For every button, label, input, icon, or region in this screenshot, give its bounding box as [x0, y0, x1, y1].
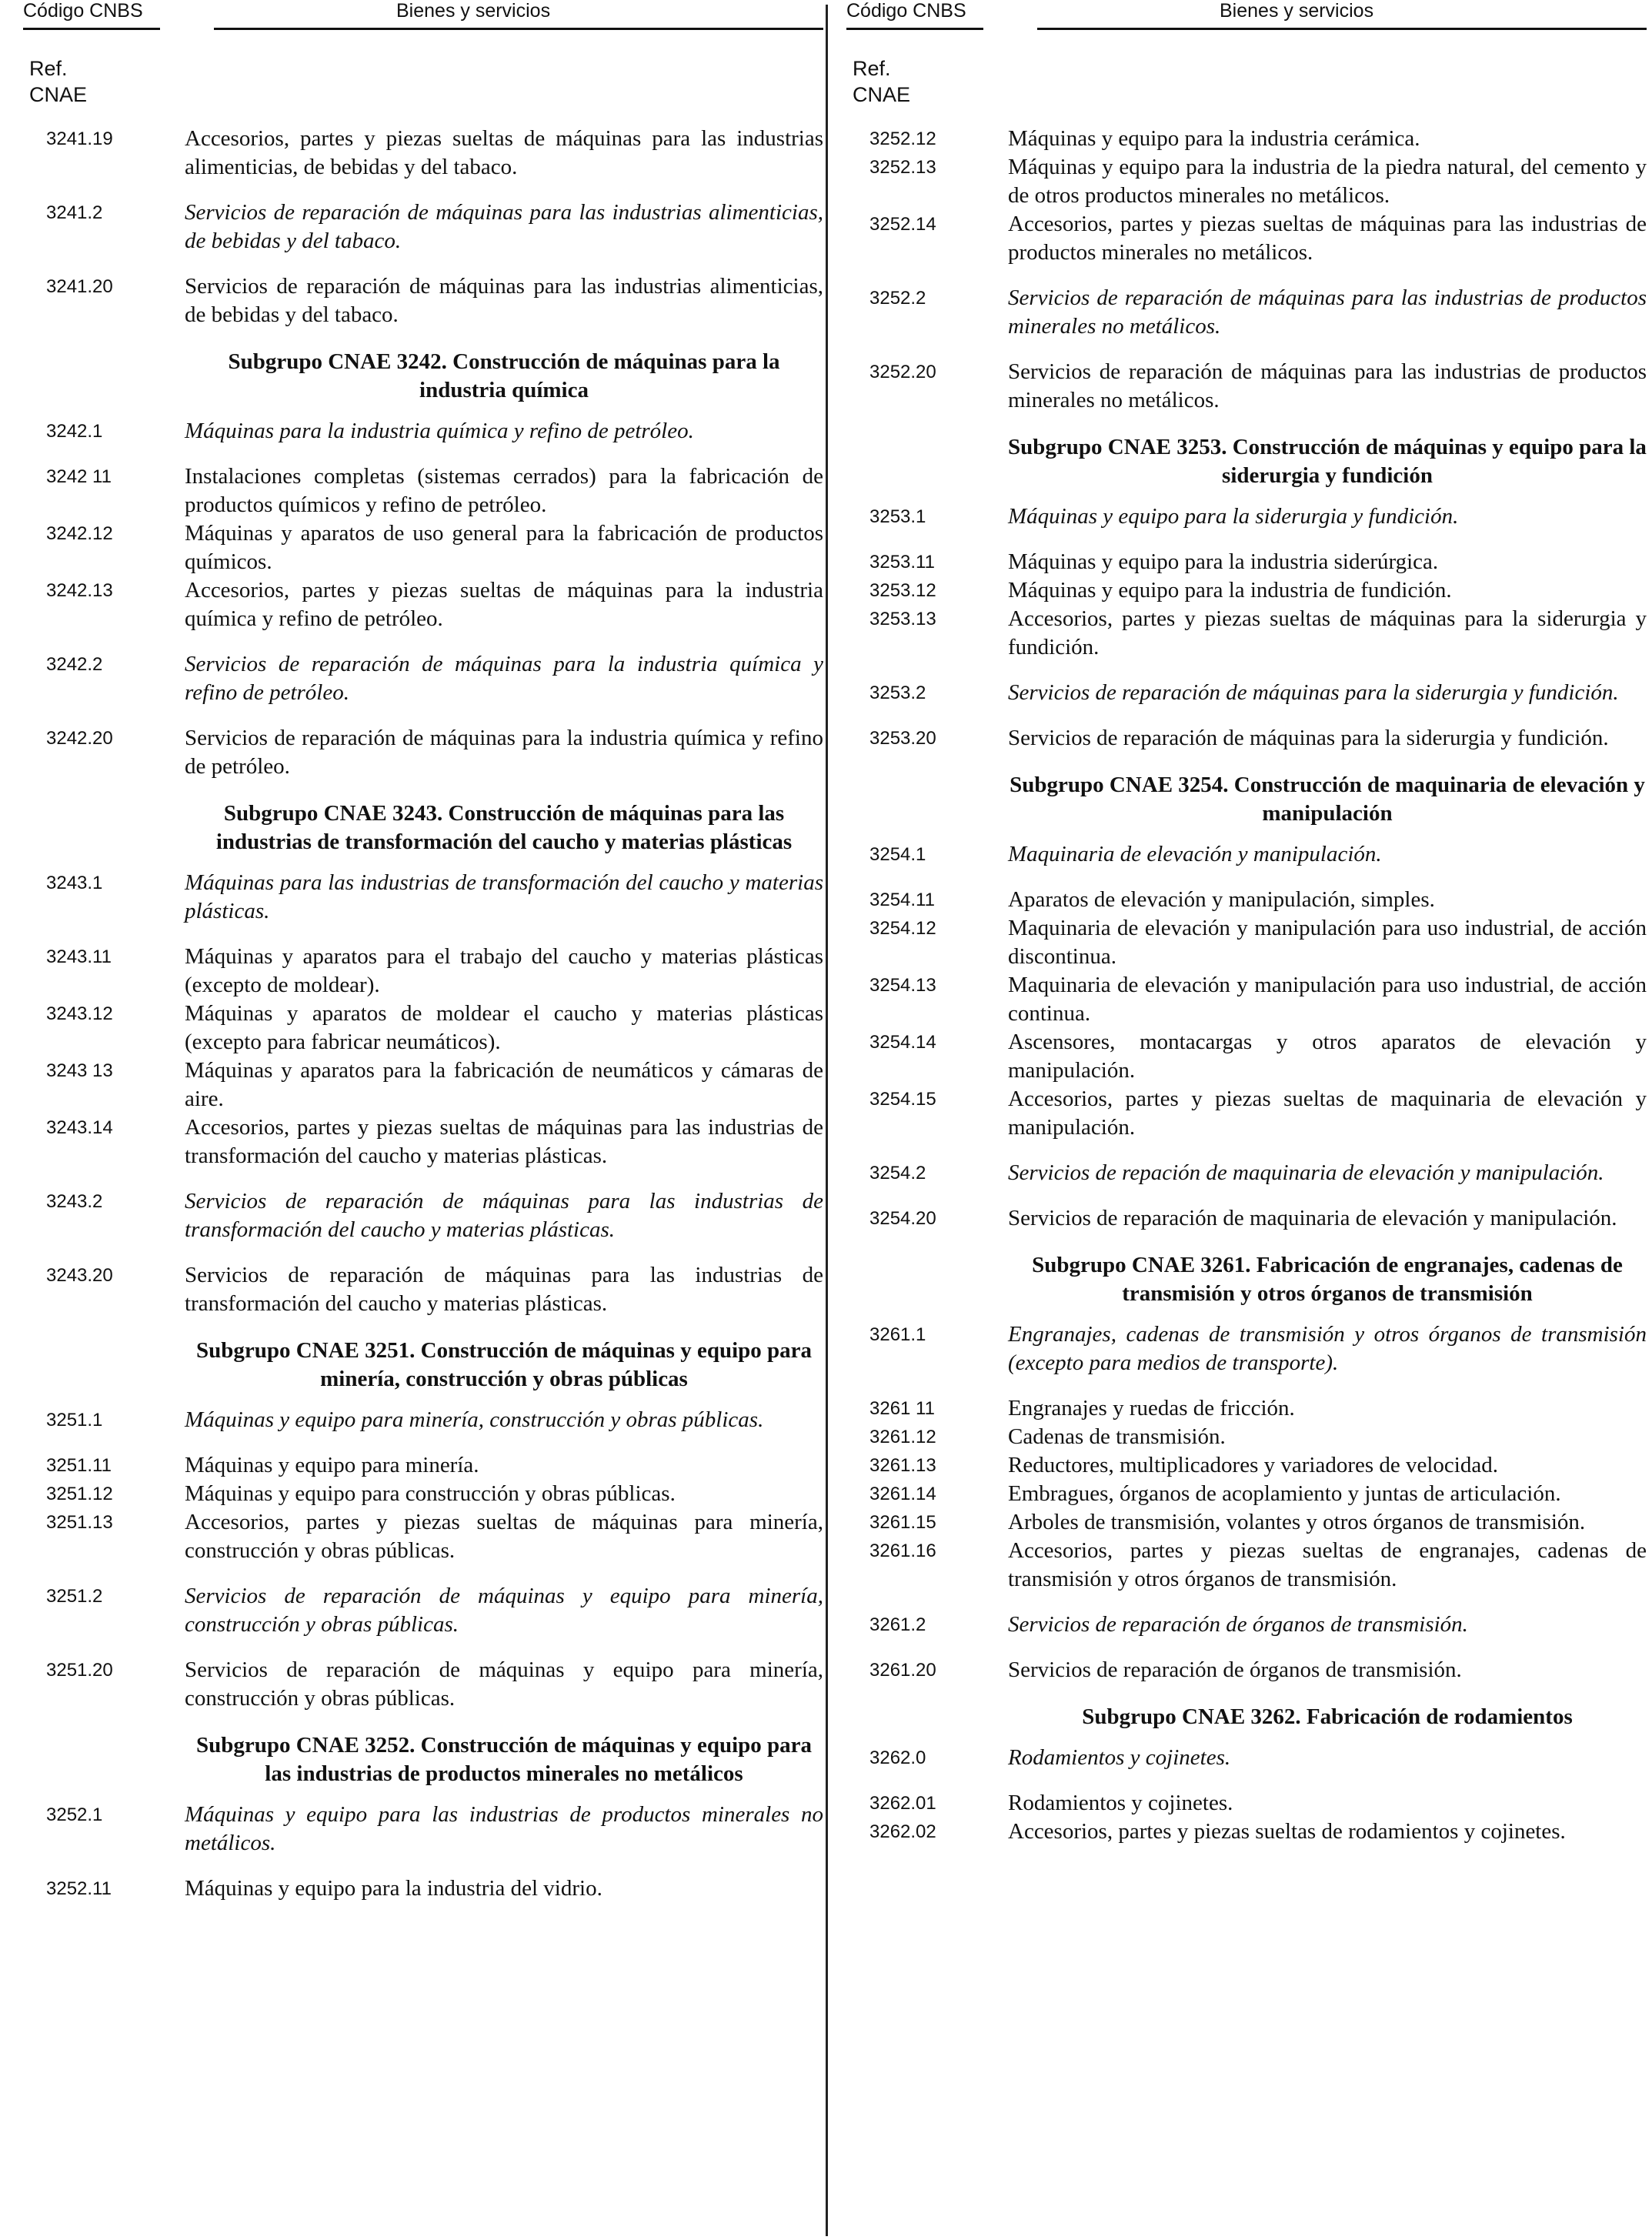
- entry-code: 3253.2: [869, 683, 926, 703]
- entry-code: 3241.20: [46, 276, 113, 297]
- right-entry-list: [846, 125, 1647, 1846]
- subgroup-heading: Subgrupo CNAE 3242. Construcción de máquinas para la industria química: [228, 349, 780, 402]
- entry-description: Accesorios, partes y piezas sueltas de máquinas para las industrias de productos minerales no metálicos.: [1008, 212, 1647, 265]
- entry-code: 3253.1: [869, 506, 926, 527]
- entry-code: 3252.11: [46, 1878, 112, 1899]
- entry-description: Reductores, multiplicadores y variadores de velocidad.: [1008, 1453, 1498, 1477]
- goods-header: Bienes y servicios: [1220, 0, 1374, 22]
- header-rule: [214, 28, 823, 30]
- entry-description: Servicios de reparación de máquinas para la siderurgia y fundición.: [1008, 680, 1619, 705]
- entry-description: Máquinas y equipo para la industria cerámica.: [1008, 126, 1420, 151]
- entry-code: 3254.2: [869, 1163, 926, 1183]
- entry-code: 3251.12: [46, 1484, 113, 1504]
- class-entry: [846, 1159, 1647, 1187]
- class-entry: [23, 1187, 823, 1244]
- entry-code: 3261.20: [869, 1660, 936, 1681]
- entry-description: Máquinas y equipo para minería.: [185, 1453, 479, 1477]
- item-entry: [846, 1789, 1647, 1818]
- item-entry: [846, 358, 1647, 415]
- subgroup-heading: Subgrupo CNAE 3262. Fabricación de rodamientos: [1082, 1704, 1573, 1729]
- header-rule: [846, 28, 983, 30]
- right-column: [846, 0, 1647, 2240]
- item-entry: [23, 519, 823, 576]
- entry-code: 3262.02: [869, 1821, 936, 1842]
- entry-code: 3261.1: [869, 1324, 926, 1345]
- entry-description: Servicios de reparación de máquinas para las industrias alimenticias, de bebidas y del tabaco.: [185, 274, 823, 327]
- item-entry: [846, 1508, 1647, 1537]
- entry-code: 3261.14: [869, 1484, 936, 1504]
- entry-description: Máquinas y equipo para la industria de fundición.: [1008, 578, 1452, 603]
- subgroup-heading: Subgrupo CNAE 3243. Construcción de máquinas para las industrias de transformación del caucho y materias plásticas: [215, 801, 793, 854]
- left-column: [23, 0, 823, 2240]
- class-entry: [846, 502, 1647, 531]
- entry-code: 3252.20: [869, 362, 936, 382]
- entry-code: 3241.2: [46, 202, 103, 223]
- entry-code: 3242.13: [46, 580, 113, 601]
- entry-code: 3254.20: [869, 1208, 936, 1229]
- goods-header: Bienes y servicios: [396, 0, 551, 22]
- class-entry: [846, 679, 1647, 707]
- entry-description: Servicios de reparación de máquinas para las industrias de transformación del caucho y materias plásticas.: [185, 1189, 823, 1242]
- entry-description: Servicios de repación de maquinaria de elevación y manipulación.: [1008, 1160, 1604, 1185]
- ref-label-line: CNAE: [853, 83, 911, 106]
- entry-code: 3254.13: [869, 975, 936, 996]
- entry-code: 3252.13: [869, 157, 936, 178]
- entry-code: 3254.12: [869, 918, 936, 939]
- entry-description: Máquinas y equipo para construcción y obras públicas.: [185, 1481, 676, 1506]
- item-entry: [23, 125, 823, 182]
- entry-description: Máquinas y aparatos de uso general para la fabricación de productos químicos.: [185, 521, 823, 574]
- item-entry: [846, 1451, 1647, 1480]
- item-entry: [846, 125, 1647, 153]
- item-entry: [23, 1113, 823, 1170]
- entry-description: Servicios de reparación de maquinaria de elevación y manipulación.: [1008, 1206, 1617, 1230]
- entry-code: 3253.12: [869, 580, 936, 601]
- item-entry: [846, 1818, 1647, 1846]
- entry-code: 3242.20: [46, 728, 113, 749]
- item-entry: [846, 548, 1647, 576]
- item-entry: [846, 1028, 1647, 1085]
- entry-code: 3261.2: [869, 1614, 926, 1635]
- entry-description: Servicios de reparación de órganos de transmisión.: [1008, 1657, 1462, 1682]
- item-entry: [23, 1480, 823, 1508]
- entry-description: Servicios de reparación de órganos de transmisión.: [1008, 1612, 1468, 1637]
- entry-description: Accesorios, partes y piezas sueltas de maquinaria de elevación y manipulación.: [1008, 1087, 1647, 1140]
- class-entry: [846, 840, 1647, 869]
- class-entry: [846, 284, 1647, 341]
- entry-code: 3253.13: [869, 609, 936, 629]
- entry-description: Servicios de reparación de máquinas para las industrias de productos minerales no metálicos.: [1008, 285, 1647, 339]
- entry-code: 3261.12: [869, 1427, 936, 1447]
- entry-code: 3262.01: [869, 1793, 936, 1814]
- subgroup-heading: Subgrupo CNAE 3261. Fabricación de engranajes, cadenas de transmisión y otros órganos de transmisión: [1032, 1253, 1623, 1306]
- entry-code: 3242 11: [46, 466, 112, 487]
- entry-code: 3261.15: [869, 1512, 936, 1533]
- entry-code: 3261.13: [869, 1455, 936, 1476]
- code-header: Código CNBS: [846, 0, 966, 22]
- entry-description: Maquinaria de elevación y manipulación para uso industrial, de acción continua.: [1008, 973, 1647, 1026]
- item-entry: [23, 462, 823, 519]
- entry-description: Accesorios, partes y piezas sueltas de máquinas para minería, construcción y obras públicas.: [185, 1510, 823, 1563]
- item-entry: [846, 971, 1647, 1028]
- entry-code: 3261.16: [869, 1541, 936, 1561]
- item-entry: [846, 576, 1647, 605]
- entry-description: Engranajes, cadenas de transmisión y otros órganos de transmisión (excepto para medios de transporte).: [1008, 1322, 1647, 1375]
- entry-code: 3254.11: [869, 890, 935, 910]
- entry-code: 3254.15: [869, 1089, 936, 1110]
- entry-description: Servicios de reparación de máquinas para la siderurgia y fundición.: [1008, 726, 1609, 750]
- entry-description: Maquinaria de elevación y manipulación.: [1008, 842, 1382, 866]
- entry-description: Accesorios, partes y piezas sueltas de engranajes, cadenas de transmisión y otros órganos de transmisión.: [1008, 1538, 1647, 1591]
- class-entry: [23, 1406, 823, 1434]
- item-entry: [846, 1656, 1647, 1684]
- entry-description: Cadenas de transmisión.: [1008, 1424, 1226, 1449]
- entry-code: 3262.0: [869, 1748, 926, 1768]
- item-entry: [23, 943, 823, 1000]
- entry-code: 3252.1: [46, 1804, 103, 1825]
- entry-code: 3253.20: [869, 728, 936, 749]
- entry-description: Servicios de reparación de máquinas para las industrias alimenticias, de bebidas y del tabaco.: [185, 200, 823, 253]
- entry-code: 3243.12: [46, 1003, 113, 1024]
- entry-description: Rodamientos y cojinetes.: [1008, 1745, 1231, 1770]
- entry-code: 3243.1: [46, 873, 103, 893]
- class-entry: [23, 417, 823, 446]
- entry-code: 3252.14: [869, 214, 936, 235]
- ref-label: [23, 55, 823, 108]
- entry-code: 3243.14: [46, 1117, 113, 1138]
- ref-label-line: Ref.: [853, 57, 891, 80]
- subgroup-heading: Subgrupo CNAE 3252. Construcción de máquinas y equipo para las industrias de productos minerales no metálicos: [195, 1733, 813, 1786]
- item-entry: [846, 914, 1647, 971]
- class-entry: [846, 1611, 1647, 1639]
- item-entry: [846, 1085, 1647, 1142]
- entry-description: Accesorios, partes y piezas sueltas de rodamientos y cojinetes.: [1008, 1819, 1566, 1844]
- entry-description: Máquinas para las industrias de transformación del caucho y materias plásticas.: [185, 870, 823, 923]
- entry-code: 3251.13: [46, 1512, 113, 1533]
- entry-description: Embragues, órganos de acoplamiento y juntas de articulación.: [1008, 1481, 1561, 1506]
- entry-description: Instalaciones completas (sistemas cerrados) para la fabricación de productos químicos y refino de petróleo.: [185, 464, 823, 517]
- entry-code: 3243.2: [46, 1191, 103, 1212]
- entry-description: Servicios de reparación de máquinas para las industrias de productos minerales no metálicos.: [1008, 359, 1647, 412]
- item-entry: [23, 272, 823, 329]
- entry-description: Accesorios, partes y piezas sueltas de máquinas para las industrias alimenticias, de bebidas y del tabaco.: [185, 126, 823, 179]
- header-rule: [1037, 28, 1647, 30]
- entry-code: 3242.1: [46, 421, 103, 442]
- header-rule: [23, 28, 160, 30]
- entry-code: 3242.2: [46, 654, 103, 675]
- entry-code: 3252.12: [869, 129, 936, 149]
- left-entry-list: [23, 125, 823, 1903]
- item-entry: [846, 153, 1647, 210]
- item-entry: [23, 1656, 823, 1713]
- entry-description: Máquinas y equipo para la industria de la piedra natural, del cemento y de otros productos minerales no metálicos.: [1008, 155, 1647, 208]
- entry-description: Accesorios, partes y piezas sueltas de máquinas para la siderurgia y fundición.: [1008, 606, 1647, 659]
- column-header: [846, 0, 1647, 38]
- item-entry: [846, 724, 1647, 753]
- entry-description: Servicios de reparación de máquinas para la industria química y refino de petróleo.: [185, 726, 823, 779]
- entry-description: Máquinas y equipo para la industria del vidrio.: [185, 1876, 602, 1901]
- class-entry: [23, 1582, 823, 1639]
- entry-description: Aparatos de elevación y manipulación, simples.: [1008, 887, 1435, 912]
- item-entry: [846, 1480, 1647, 1508]
- item-entry: [23, 1000, 823, 1057]
- entry-code: 3254.14: [869, 1032, 936, 1053]
- item-entry: [23, 1261, 823, 1318]
- class-entry: [23, 199, 823, 255]
- entry-description: Máquinas y aparatos de moldear el caucho y materias plásticas (excepto para fabricar neumáticos).: [185, 1001, 823, 1054]
- item-entry: [846, 1537, 1647, 1594]
- entry-description: Engranajes y ruedas de fricción.: [1008, 1396, 1295, 1420]
- entry-description: Servicios de reparación de máquinas para la industria química y refino de petróleo.: [185, 652, 823, 705]
- entry-code: 3254.1: [869, 844, 926, 865]
- entry-description: Ascensores, montacargas y otros aparatos de elevación y manipulación.: [1008, 1030, 1647, 1083]
- entry-description: Máquinas y equipo para la siderurgia y fundición.: [1008, 504, 1459, 529]
- entry-code: 3243.20: [46, 1265, 113, 1286]
- entry-description: Accesorios, partes y piezas sueltas de máquinas para la industria química y refino de petróleo.: [185, 578, 823, 631]
- item-entry: [846, 1204, 1647, 1233]
- item-entry: [846, 1423, 1647, 1451]
- entry-description: Servicios de reparación de máquinas y equipo para minería, construcción y obras públicas.: [185, 1657, 823, 1711]
- entry-code: 3251.20: [46, 1660, 113, 1681]
- item-entry: [23, 1874, 823, 1903]
- entry-description: Servicios de reparación de máquinas para las industrias de transformación del caucho y materias plásticas.: [185, 1263, 823, 1316]
- entry-description: Máquinas y aparatos para el trabajo del caucho y materias plásticas (excepto de moldear).: [185, 944, 823, 997]
- item-entry: [846, 605, 1647, 662]
- entry-description: Accesorios, partes y piezas sueltas de máquinas para las industrias de transformación del caucho y materias plásticas.: [185, 1115, 823, 1168]
- class-entry: [23, 869, 823, 926]
- entry-code: 3242.12: [46, 523, 113, 544]
- class-entry: [846, 1744, 1647, 1772]
- class-entry: [846, 1320, 1647, 1377]
- ref-label-line: CNAE: [29, 83, 88, 106]
- entry-description: Máquinas y aparatos para la fabricación de neumáticos y cámaras de aire.: [185, 1058, 823, 1111]
- ref-label-line: Ref.: [29, 57, 68, 80]
- entry-description: Arboles de transmisión, volantes y otros órganos de transmisión.: [1008, 1510, 1586, 1534]
- class-entry: [23, 1801, 823, 1858]
- entry-description: Máquinas para la industria química y refino de petróleo.: [185, 419, 694, 443]
- entry-description: Máquinas y equipo para las industrias de productos minerales no metálicos.: [185, 1802, 823, 1855]
- entry-code: 3251.11: [46, 1455, 112, 1476]
- item-entry: [23, 724, 823, 781]
- entry-description: Servicios de reparación de máquinas y equipo para minería, construcción y obras públicas.: [185, 1584, 823, 1637]
- item-entry: [846, 210, 1647, 267]
- entry-description: Máquinas y equipo para minería, construcción y obras públicas.: [185, 1407, 764, 1432]
- subgroup-heading: Subgrupo CNAE 3251. Construcción de máquinas y equipo para minería, construcción y obras públicas: [195, 1338, 813, 1391]
- code-header: Código CNBS: [23, 0, 143, 22]
- subgroup-heading: Subgrupo CNAE 3253. Construcción de máquinas y equipo para la siderurgia y fundición: [1008, 435, 1647, 488]
- item-entry: [23, 576, 823, 633]
- item-entry: [846, 886, 1647, 914]
- column-header: [23, 0, 823, 38]
- class-entry: [23, 650, 823, 707]
- entry-code: 3243 13: [46, 1060, 113, 1081]
- entry-description: Maquinaria de elevación y manipulación para uso industrial, de acción discontinua.: [1008, 916, 1647, 969]
- item-entry: [23, 1057, 823, 1113]
- entry-code: 3253.11: [869, 552, 935, 573]
- entry-code: 3241.19: [46, 129, 113, 149]
- entry-code: 3261 11: [869, 1398, 935, 1419]
- entry-code: 3251.1: [46, 1410, 103, 1430]
- item-entry: [23, 1508, 823, 1565]
- item-entry: [23, 1451, 823, 1480]
- entry-code: 3243.11: [46, 946, 112, 967]
- item-entry: [846, 1394, 1647, 1423]
- ref-label: [846, 55, 1647, 108]
- column-divider: [826, 5, 828, 2236]
- entry-description: Máquinas y equipo para la industria siderúrgica.: [1008, 549, 1439, 574]
- entry-code: 3251.2: [46, 1586, 103, 1607]
- subgroup-heading: Subgrupo CNAE 3254. Construcción de maquinaria de elevación y manipulación: [1010, 773, 1645, 826]
- entry-code: 3252.2: [869, 288, 926, 309]
- entry-description: Rodamientos y cojinetes.: [1008, 1791, 1233, 1815]
